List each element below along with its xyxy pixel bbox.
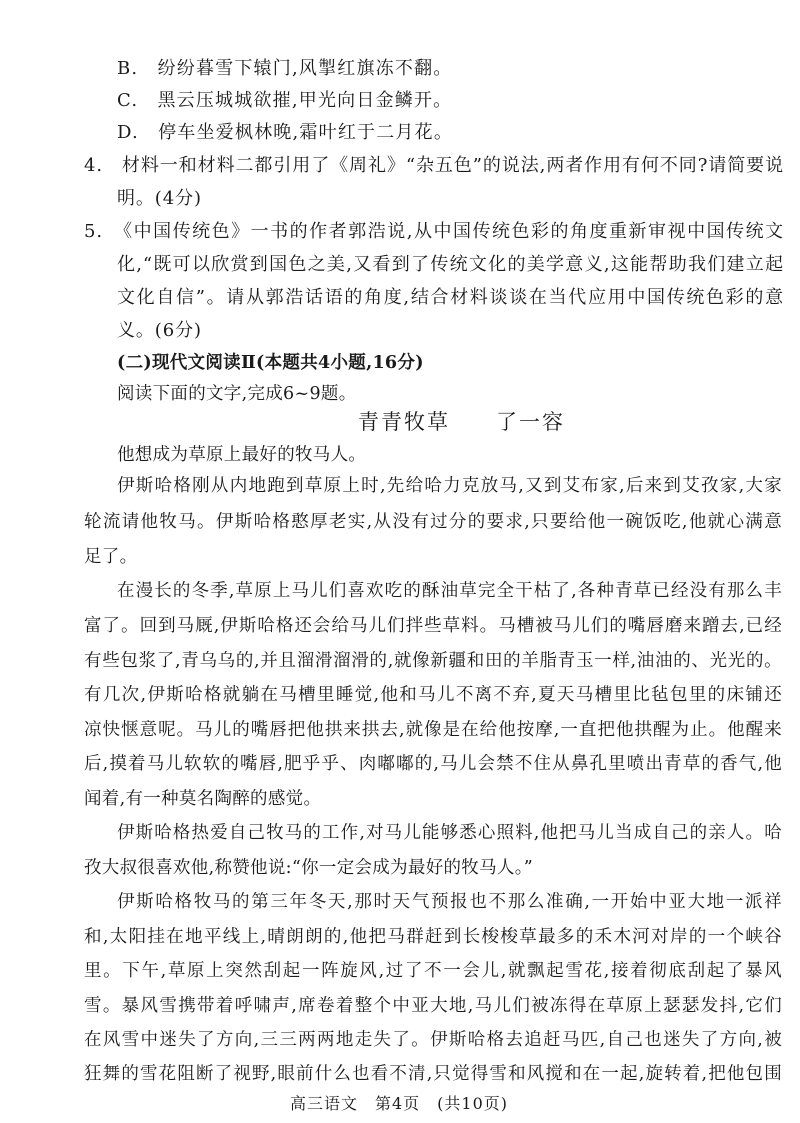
question-5-line-2: 化,“既可以欣赏到国色之美,又看到了传统文化的美学意义,这能帮助我们建立起 <box>117 254 784 275</box>
article-line: 闻着,有一种莫名陶醉的感觉。 <box>84 789 322 809</box>
article-line: 凉快惬意呢。马儿的嘴唇把他拱来拱去,就像是在给他按摩,一直把他拱醒为止。他醒来 <box>84 720 782 740</box>
question-5-line-1: 5. 《中国传统色》一书的作者郭浩说,从中国传统色彩的角度重新审视中国传统文 <box>84 221 784 242</box>
article-line: 里。下午,草原上突然刮起一阵旋风,过了不一会儿,就飘起雪花,接着彻底刮起了暴风 <box>84 961 782 981</box>
article-line: 雪。暴风雪携带着呼啸声,席卷着整个中亚大地,马儿们被冻得在草原上瑟瑟发抖,它们 <box>84 996 782 1016</box>
article-line: 伊斯哈格热爱自己牧马的工作,对马儿能够悉心照料,他把马儿当成自己的亲人。哈 <box>117 823 782 843</box>
article-line: 孜大叔很喜欢他,称赞他说:“你一定会成为最好的牧马人。” <box>84 858 533 878</box>
article-line: 足了。 <box>84 547 138 567</box>
question-5-line-3: 文化自信”。请从郭浩话语的角度,结合材料谈谈在当代应用中国传统色彩的意 <box>117 287 784 308</box>
page-footer: 高三语文 第4页 (共10页) <box>290 1094 509 1113</box>
article-line: 伊斯哈格牧马的第三年冬天,那时天气预报也不那么准确,一开始中亚大地一派祥 <box>117 892 782 912</box>
article-line: 后,摸着马儿软软的嘴唇,肥乎乎、肉嘟嘟的,马儿会禁不住从鼻孔里喷出青草的香气,他 <box>84 754 782 774</box>
article-line: 在漫长的冬季,草原上马儿们喜欢吃的酥油草完全干枯了,各种青草已经没有那么丰 <box>117 581 782 601</box>
question-4-line-1: 4. 材料一和材料二都引用了《周礼》“杂五色”的说法,两者作用有何不同?请简要说 <box>84 155 784 176</box>
question-4-line-2: 明。(4分) <box>117 188 202 209</box>
article-line: 轮流请他牧马。伊斯哈格憨厚老实,从没有过分的要求,只要给他一碗饭吃,他就心满意 <box>84 512 782 532</box>
option-d: D. 停车坐爱枫林晚,霜叶红于二月花。 <box>117 122 454 143</box>
question-5-line-4: 义。(6分) <box>117 320 202 341</box>
article-line: 富了。回到马厩,伊斯哈格还会给马儿们拌些草料。马槽被马儿们的嘴唇磨来蹭去,已经 <box>84 616 782 636</box>
article-line: 伊斯哈格刚从内地跑到草原上时,先给哈力克放马,又到艾布家,后来到艾孜家,大家 <box>117 476 782 496</box>
section-heading: (二)现代文阅读Ⅱ(本题共4小题,16分) <box>117 353 424 373</box>
section-instruction: 阅读下面的文字,完成6~9题。 <box>117 384 357 404</box>
article-line: 有几次,伊斯哈格就躺在马槽里睡觉,他和马儿不离不弃,夏天马槽里比毡包里的床铺还 <box>84 685 782 705</box>
article-line: 有些包浆了,青乌乌的,并且溜滑溜滑的,就像新疆和田的羊脂青玉一样,油油的、光光的。 <box>84 651 782 671</box>
article-line: 和,太阳挂在地平线上,晴朗朗的,他把马群赶到长梭梭草最多的禾木河对岸的一个峡谷 <box>84 927 782 947</box>
article-line: 他想成为草原上最好的牧马人。 <box>117 445 367 465</box>
option-c: C. 黑云压城城欲摧,甲光向日金鳞开。 <box>117 90 453 111</box>
article-line: 在风雪中迷失了方向,三三两两地走失了。伊斯哈格去追赶马匹,自己也迷失了方向,被 <box>84 1030 782 1050</box>
option-b: B. 纷纷暮雪下辕门,风掣红旗冻不翻。 <box>117 58 453 79</box>
article-title: 青青牧草 了一容 <box>358 410 565 434</box>
article-line: 狂舞的雪花阻断了视野,眼前什么也看不清,只觉得雪和风搅和在一起,旋转着,把他包围 <box>84 1064 782 1084</box>
